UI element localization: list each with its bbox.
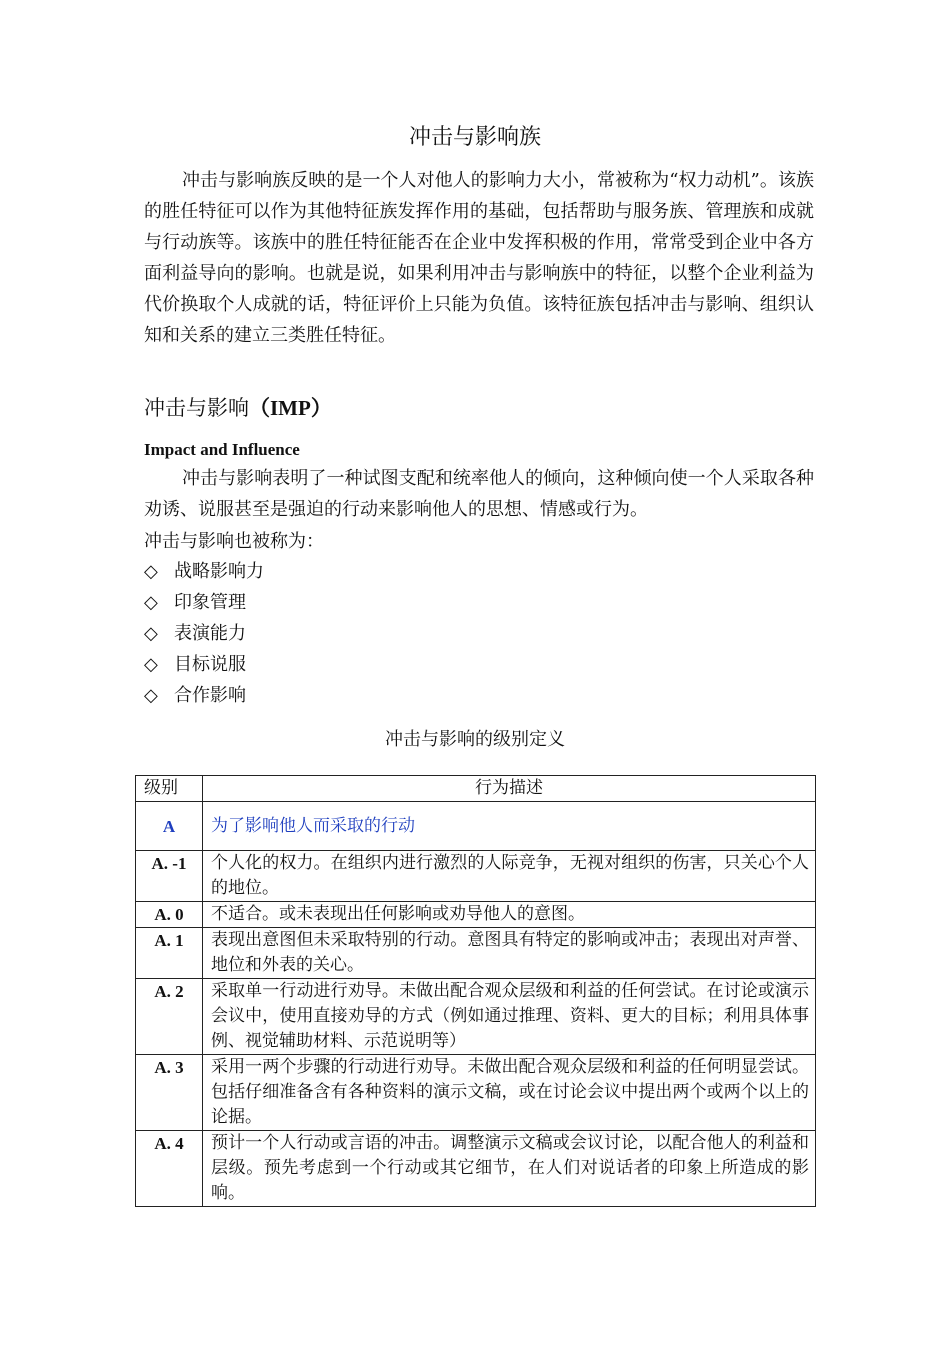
table-row bbox=[136, 902, 816, 928]
list-item: ◇ 印象管理 bbox=[144, 587, 264, 618]
row-level: A. -1 bbox=[136, 851, 203, 902]
table-header-row bbox=[136, 776, 816, 802]
list-item: ◇ 战略影响力 bbox=[144, 556, 264, 587]
list-item: ◇ 合作影响 bbox=[144, 680, 264, 711]
diamond-bullet-icon: ◇ bbox=[144, 561, 158, 582]
header-level: 级别 bbox=[136, 776, 203, 802]
row-level: A bbox=[136, 802, 203, 851]
row-description: 表现出意图但未采取特别的行动。意图具有特定的影响或冲击；表现出对声誉、地位和外表的关心。 bbox=[203, 928, 816, 979]
diamond-bullet-icon: ◇ bbox=[144, 654, 158, 675]
row-description: 不适合。或未表现出任何影响或劝导他人的意图。 bbox=[203, 902, 816, 928]
diamond-bullet-icon: ◇ bbox=[144, 623, 158, 644]
table-row bbox=[136, 802, 816, 851]
alias-list bbox=[144, 556, 264, 711]
row-level: A. 0 bbox=[136, 902, 203, 928]
row-description: 个人化的权力。在组织内进行激烈的人际竞争，无视对组织的伤害，只关心个人的地位。 bbox=[203, 851, 816, 902]
table-row bbox=[136, 851, 816, 902]
list-item: ◇ 目标说服 bbox=[144, 649, 264, 680]
list-item: ◇ 表演能力 bbox=[144, 618, 264, 649]
row-level: A. 3 bbox=[136, 1055, 203, 1131]
definition-paragraph: 冲击与影响表明了一种试图支配和统率他人的倾向，这种倾向使一个人采取各种劝诱、说服甚至是强迫的行动来影响他人的思想、情感或行为。 bbox=[144, 468, 814, 520]
diamond-bullet-icon: ◇ bbox=[144, 685, 158, 706]
section-heading-abbr: （IMP） bbox=[249, 396, 332, 420]
row-description: 为了影响他人而采取的行动 bbox=[203, 802, 816, 851]
table-caption: 冲击与影响的级别定义 bbox=[385, 729, 565, 750]
page-title: 冲击与影响族 bbox=[408, 125, 541, 150]
row-description: 预计一个人行动或言语的冲击。调整演示文稿或会议讨论，以配合他人的利益和层级。预先考虑到一个行动或其它细节，在人们对说话者的印象上所造成的影响。 bbox=[203, 1131, 816, 1207]
intro-paragraph: 冲击与影响族反映的是一个人对他人的影响力大小，常被称为“权力动机”。该族的胜任特征可以作为其他特征族发挥作用的基础，包括帮助与服务族、管理族和成就与行动族等。该族中的胜任特征能否在企业中发挥积极的作用，常常受到企业中各方面利益导向的影响。也就是说，如果利用冲击与影响族中的特征，以整个企业利益为代价换取个人成就的话，特征评价上只能为负值。该特征族包括冲击与影响、组织认知和关系的建立三类胜任特征。 bbox=[144, 170, 814, 346]
section-subheading-en: Impact and Influence bbox=[144, 440, 300, 459]
level-definition-table bbox=[135, 775, 816, 1207]
header-description: 行为描述 bbox=[203, 776, 816, 802]
table-row bbox=[136, 928, 816, 979]
row-description: 采用一两个步骤的行动进行劝导。未做出配合观众层级和利益的任何明显尝试。包括仔细准备含有各种资料的演示文稿，或在讨论会议中提出两个或两个以上的论据。 bbox=[203, 1055, 816, 1131]
row-description: 采取单一行动进行劝导。未做出配合观众层级和利益的任何尝试。在讨论或演示会议中，使用直接劝导的方式（例如通过推理、资料、更大的目标；利用具体事例、视觉辅助材料、示范说明等） bbox=[203, 979, 816, 1055]
diamond-bullet-icon: ◇ bbox=[144, 592, 158, 613]
table-row bbox=[136, 979, 816, 1055]
section-heading-cn: 冲击与影响 bbox=[144, 396, 249, 420]
aka-label: 冲击与影响也被称为： bbox=[144, 531, 324, 552]
section-heading bbox=[144, 393, 332, 423]
row-level: A. 2 bbox=[136, 979, 203, 1055]
table-row bbox=[136, 1055, 816, 1131]
row-level: A. 4 bbox=[136, 1131, 203, 1207]
row-level: A. 1 bbox=[136, 928, 203, 979]
table-row bbox=[136, 1131, 816, 1207]
